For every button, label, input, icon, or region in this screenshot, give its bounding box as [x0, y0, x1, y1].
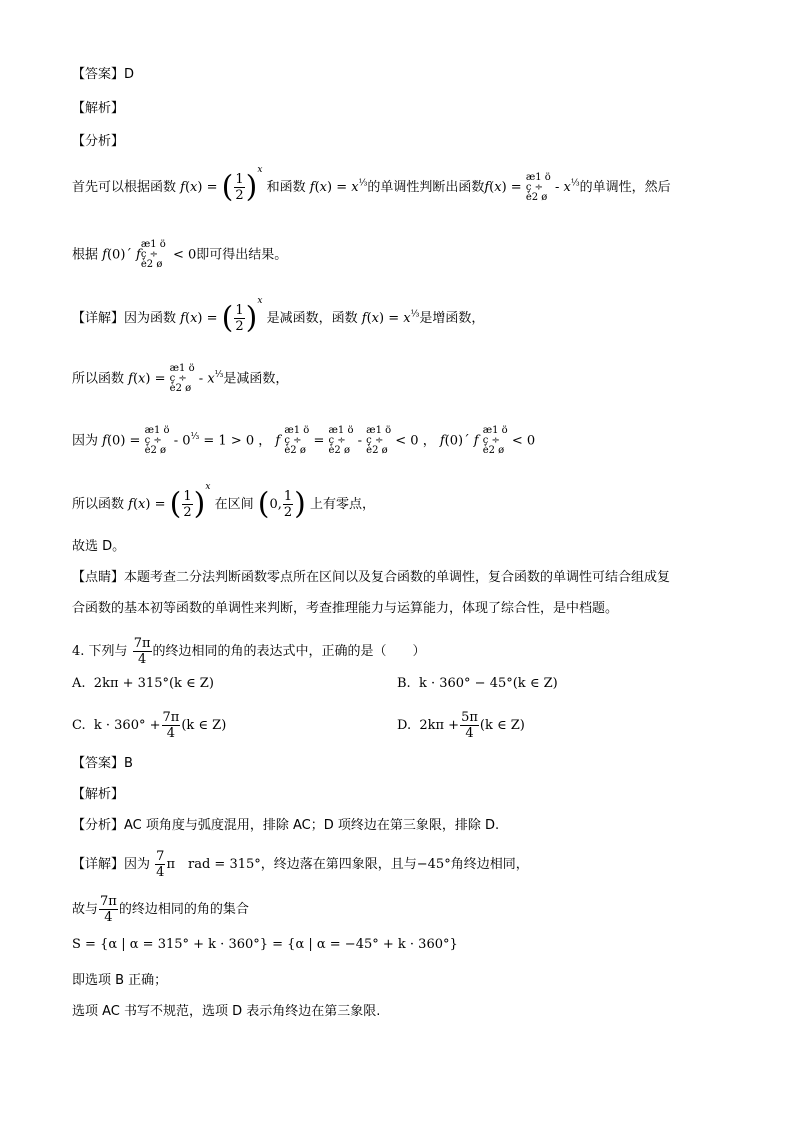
detail-line-4: 因为 f(0) = æ1 ö ç ÷ è2 ø - $0^{\frac{1}{3}} = 1 > 0$ ， f æ1 ö ç ÷ è2 ø = æ1 ö ç ÷ è2 ø - æ1 ö ç ÷ è2 ø < 0 ， f(0)´ f æ1 ö ç ÷ è2 ø < 0	[72, 425, 536, 456]
option-c[interactable]: C. k · 360° + $\frac{7\pi}{4}$ (k ∈ Z)	[72, 710, 227, 741]
detail-paragraph-2: 【详解】因为 $\frac{7}{4}$ π rad = 315°，终边落在第四象限，且与−45°角终边相同，	[72, 849, 529, 880]
dianjing-line-2: 合函数的基本初等函数的单调性来判断，考查推理能力与运算能力，体现了综合性，是中档题。	[72, 601, 619, 616]
answer-value: D	[124, 67, 135, 82]
garbled-paren: æ1 ö ç ÷ è2 ø	[140, 239, 166, 270]
detail-line-6: 故选 D。	[72, 539, 126, 554]
option-a[interactable]: A. 2kπ + 315°(k ∈ Z)	[72, 676, 214, 691]
detail-line-3: 所以函数 f(x) = æ1 ö ç ÷ è2 ø - $x^{\frac{1}{3}}$是减函数，	[72, 363, 289, 394]
answer-line-1	[72, 66, 134, 84]
answer-tag: 【答案】	[72, 67, 125, 82]
question-4: 4. 下列与 $\frac{7\pi}{4}$ 的终边相同的角的表达式中，正确的是（ ）	[72, 636, 426, 667]
dianjing-line-1: 【点睛】本题考查二分法判断函数零点所在区间以及复合函数的单调性，复合函数的单调性可结合组成复	[72, 570, 671, 585]
option-d[interactable]: D. 2kπ + $\frac{5\pi}{4}$ (k ∈ Z)	[397, 710, 525, 741]
answer-line-2: 【答案】B	[72, 756, 133, 771]
garbled-paren-half: æ1 ö ç ÷ è2 ø	[525, 171, 551, 203]
fenxi-heading-1: 【分析】	[72, 134, 125, 149]
analysis-paragraph-2: 根据 f(0)´ fæ1 ö ç ÷ è2 ø < 0即可得出结果。	[72, 239, 288, 270]
set-expression: S = {α | α = 315° + k · 360°} = {α | α = −45° + k · 360°}	[72, 937, 458, 952]
detail-paragraph-1: 【详解】因为函数 f(x) = ( $\frac{1}{2}$ )$^x$ 是减函数，函数 $f(x) = x^{\frac{1}{3}}$是增函数，	[72, 295, 485, 336]
detail-line-7: 故与 $\frac{7\pi}{4}$ 的终边相同的角的集合	[72, 894, 249, 925]
option-b[interactable]: B. k · 360° − 45°(k ∈ Z)	[397, 676, 558, 691]
analysis-paragraph-1: 首先可以根据函数 f(x) = ( $\frac{1}{2}$ )$^x$ 和函数 $f(x) = x^{\frac{1}{3}}$的单调性判断出函数f(x) = æ1 ö ç ÷ è2 ø - $x^{\frac{1}{3}}$的单调性，然后	[72, 164, 671, 205]
detail-line-9: 选项 AC 书写不规范，选项 D 表示角终边在第三象限.	[72, 1004, 381, 1019]
jiexi-heading-1: 【解析】	[72, 101, 125, 116]
detail-line-8: 即选项 B 正确；	[72, 973, 168, 988]
fenxi-line-2: 【分析】AC 项角度与弧度混用，排除 AC；D 项终边在第三象限，排除 D.	[72, 818, 500, 833]
detail-line-5: 所以函数 f(x) = ( $\frac{1}{2}$ )$^x$ 在区间 (0, $\frac{1}{2}$ ) 上有零点，	[72, 481, 376, 522]
fraction-half: $\frac{1}{2}$	[235, 172, 244, 203]
jiexi-heading-2: 【解析】	[72, 787, 125, 802]
